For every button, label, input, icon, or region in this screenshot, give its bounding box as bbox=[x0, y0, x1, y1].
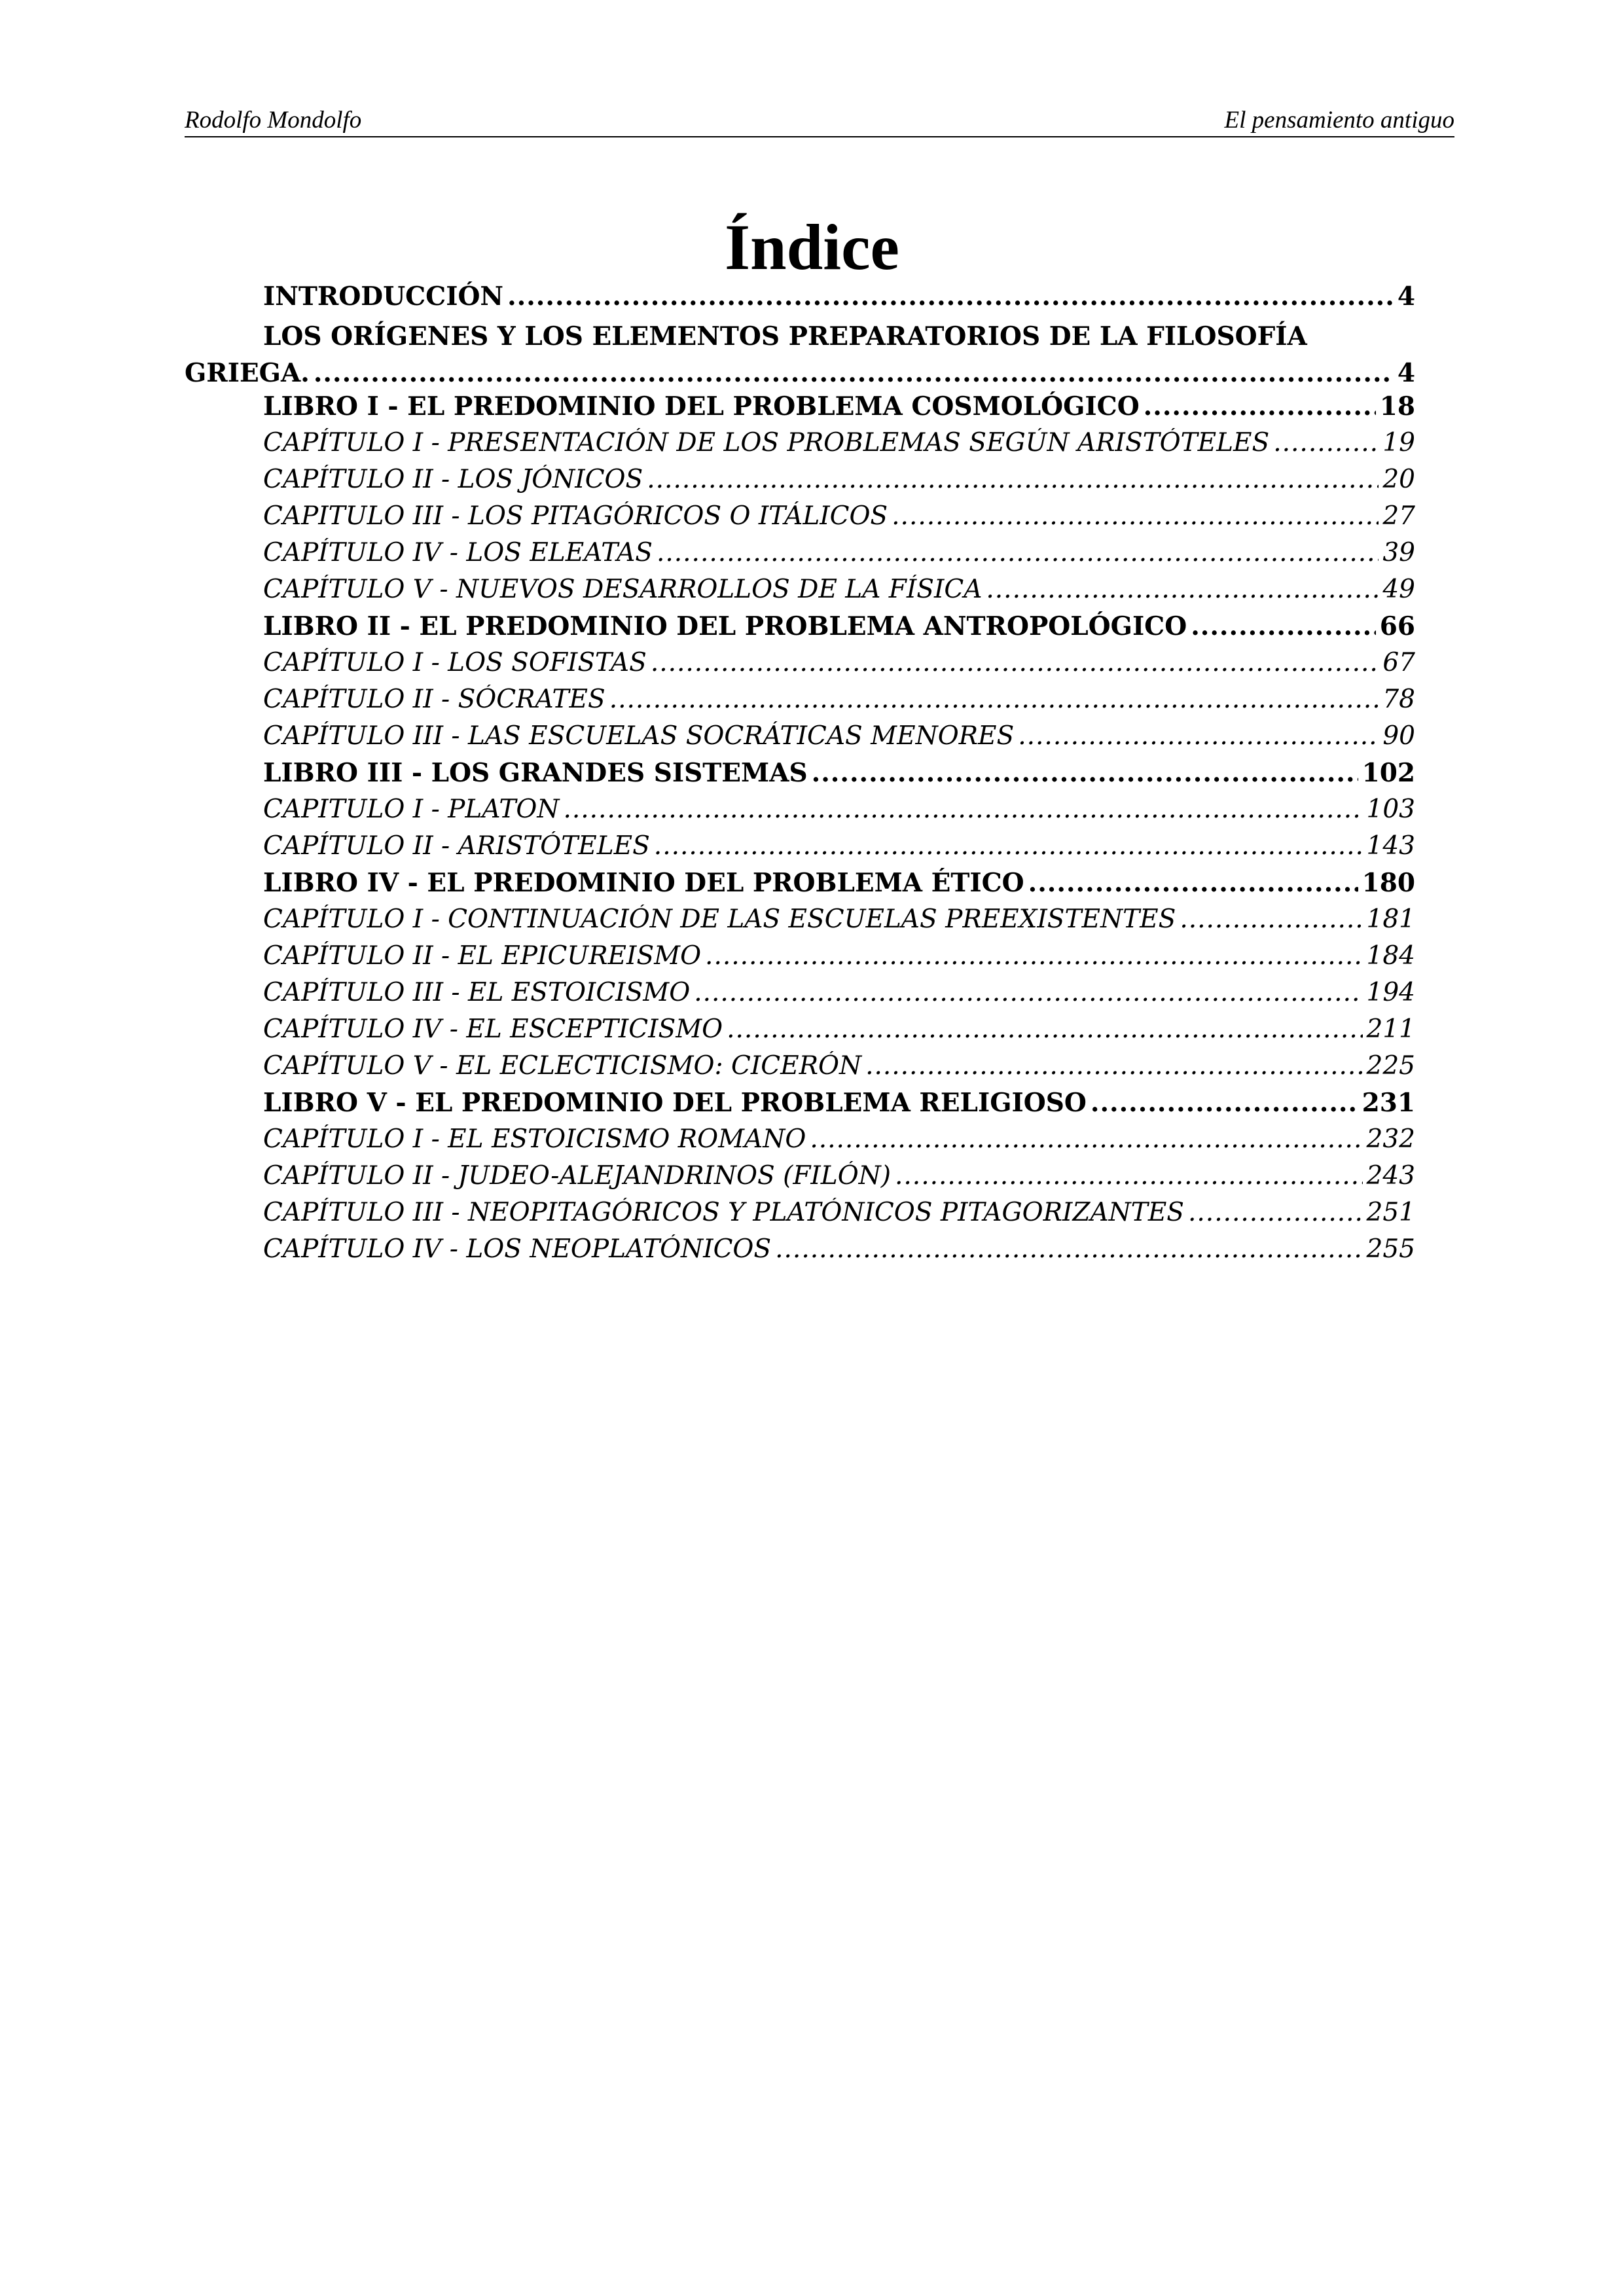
toc-entry-page: 102 bbox=[1362, 758, 1415, 788]
toc-entry-label: CAPÍTULO IV - EL ESCEPTICISMO bbox=[263, 1014, 723, 1044]
toc-entry-label: CAPÍTULO I - PRESENTACIÓN DE LOS PROBLEMAS SEGÚN ARISTÓTELES bbox=[263, 428, 1270, 457]
toc-entry-label: LIBRO II - EL PREDOMINIO DEL PROBLEMA ANTROPOLÓGICO bbox=[263, 611, 1187, 641]
toc-dot-leader bbox=[694, 978, 1362, 1007]
toc-dot-leader bbox=[865, 1051, 1362, 1081]
toc-entry-page: 103 bbox=[1366, 795, 1415, 824]
toc-entry-label: LIBRO III - LOS GRANDES SISTEMAS bbox=[263, 758, 808, 788]
toc-entry-page: 90 bbox=[1382, 721, 1415, 751]
toc-entry[interactable] bbox=[185, 905, 1415, 941]
toc-entry[interactable] bbox=[185, 758, 1415, 795]
toc-entry[interactable] bbox=[185, 465, 1415, 501]
toc-dot-leader bbox=[563, 795, 1362, 824]
toc-entry-page: 67 bbox=[1382, 648, 1415, 677]
toc-entry-page: 181 bbox=[1366, 905, 1415, 934]
toc-entry-label-line1: LOS ORÍGENES Y LOS ELEMENTOS PREPARATORIOS DE LA FILOSOFÍA bbox=[263, 321, 1307, 351]
toc-entry[interactable] bbox=[185, 391, 1415, 428]
toc-dot-leader bbox=[812, 758, 1358, 788]
toc-entry-label: CAPÍTULO II - LOS JÓNICOS bbox=[263, 465, 643, 494]
toc-entry[interactable] bbox=[185, 1014, 1415, 1051]
toc-entry[interactable] bbox=[185, 648, 1415, 685]
toc-entry[interactable] bbox=[185, 831, 1415, 868]
toc-entry-label: CAPÍTULO II - EL EPICUREISMO bbox=[263, 941, 702, 971]
toc-entry-page: 225 bbox=[1366, 1051, 1415, 1081]
toc-entry[interactable] bbox=[185, 428, 1415, 465]
toc-entry-page: 27 bbox=[1382, 501, 1415, 531]
toc-entry-page: 180 bbox=[1362, 868, 1415, 898]
toc-entry-label: CAPÍTULO V - NUEVOS DESARROLLOS DE LA FÍSICA bbox=[263, 575, 983, 604]
toc-entry-label: CAPÍTULO III - EL ESTOICISMO bbox=[263, 978, 691, 1007]
toc-entry-label: CAPÍTULO II - ARISTÓTELES bbox=[263, 831, 650, 861]
toc-entry[interactable] bbox=[185, 721, 1415, 758]
toc-dot-leader bbox=[1091, 1088, 1358, 1118]
toc-dot-leader bbox=[647, 465, 1379, 494]
toc-entry[interactable] bbox=[185, 538, 1415, 575]
toc-entry-page: 20 bbox=[1382, 465, 1415, 494]
toc-entry-page: 143 bbox=[1366, 831, 1415, 861]
toc-entry[interactable] bbox=[185, 685, 1415, 721]
toc-entry-page: 19 bbox=[1382, 428, 1415, 457]
toc-entry-label: CAPÍTULO IV - LOS NEOPLATÓNICOS bbox=[263, 1234, 772, 1264]
toc-dot-leader bbox=[507, 281, 1394, 312]
toc-entry[interactable] bbox=[185, 575, 1415, 611]
toc-entry-page: 49 bbox=[1382, 575, 1415, 604]
toc-entry[interactable] bbox=[185, 1088, 1415, 1124]
toc-entry[interactable] bbox=[185, 1124, 1415, 1161]
toc-entry-page: 18 bbox=[1379, 391, 1415, 422]
toc-entry-label: CAPÍTULO I - CONTINUACIÓN DE LAS ESCUELAS PREEXISTENTES bbox=[263, 905, 1176, 934]
toc-entry[interactable] bbox=[185, 978, 1415, 1014]
toc-entry-page: 251 bbox=[1366, 1198, 1415, 1227]
toc-entry[interactable] bbox=[185, 501, 1415, 538]
toc-entry[interactable] bbox=[185, 1051, 1415, 1088]
toc-entry-page: 78 bbox=[1382, 685, 1415, 714]
toc-entry-label: CAPÍTULO IV - LOS ELEATAS bbox=[263, 538, 653, 567]
toc-dot-leader bbox=[1191, 611, 1376, 641]
toc-entry-label: LIBRO V - EL PREDOMINIO DEL PROBLEMA RELIGIOSO bbox=[263, 1088, 1087, 1118]
toc-dot-leader bbox=[1018, 721, 1379, 751]
toc-dot-leader bbox=[1188, 1198, 1363, 1227]
page-header bbox=[185, 103, 1454, 137]
toc-entry-label: CAPÍTULO II - JUDEO-ALEJANDRINOS (FILÓN) bbox=[263, 1161, 892, 1191]
toc-entry-page: 255 bbox=[1366, 1234, 1415, 1264]
header-book-title: El pensamiento antiguo bbox=[1224, 107, 1454, 134]
toc-entry-label: LIBRO I - EL PREDOMINIO DEL PROBLEMA COSMOLÓGICO bbox=[263, 391, 1140, 422]
toc-dot-leader bbox=[1273, 428, 1379, 457]
toc-entry-label: CAPÍTULO III - LAS ESCUELAS SOCRÁTICAS MENORES bbox=[263, 721, 1015, 751]
toc-entry-page: 4 bbox=[1397, 358, 1415, 388]
table-of-contents bbox=[185, 281, 1415, 1271]
toc-dot-leader bbox=[892, 501, 1379, 531]
toc-entry-page: 231 bbox=[1362, 1088, 1415, 1118]
header-author: Rodolfo Mondolfo bbox=[185, 107, 362, 134]
toc-entry-page: 66 bbox=[1379, 611, 1415, 641]
toc-dot-leader bbox=[727, 1014, 1362, 1044]
toc-dot-leader bbox=[1180, 905, 1362, 934]
toc-entry-page: 194 bbox=[1366, 978, 1415, 1007]
toc-entry-page: 232 bbox=[1366, 1124, 1415, 1154]
toc-entry-label: LIBRO IV - EL PREDOMINIO DEL PROBLEMA ÉTICO bbox=[263, 868, 1024, 898]
page-title: Índice bbox=[725, 211, 899, 283]
toc-dot-leader bbox=[895, 1161, 1363, 1191]
toc-entry-page: 184 bbox=[1366, 941, 1415, 971]
toc-entry[interactable] bbox=[185, 1198, 1415, 1234]
toc-dot-leader bbox=[1028, 868, 1358, 898]
toc-entry-label: CAPÍTULO III - NEOPITAGÓRICOS Y PLATÓNICOS PITAGORIZANTES bbox=[263, 1198, 1185, 1227]
toc-entry-label: CAPÍTULO I - LOS SOFISTAS bbox=[263, 648, 647, 677]
toc-entry-label-line2: GRIEGA. bbox=[185, 358, 310, 388]
toc-entry[interactable] bbox=[185, 1234, 1415, 1271]
toc-entry-list bbox=[185, 391, 1415, 1271]
toc-entry-origins[interactable] bbox=[185, 318, 1415, 391]
toc-dot-leader bbox=[651, 648, 1379, 677]
toc-entry-introduction[interactable] bbox=[185, 281, 1415, 318]
toc-entry-page: 39 bbox=[1382, 538, 1415, 567]
toc-entry[interactable] bbox=[185, 868, 1415, 905]
toc-dot-leader bbox=[986, 575, 1379, 604]
toc-dot-leader bbox=[705, 941, 1363, 971]
toc-dot-leader bbox=[654, 831, 1363, 861]
toc-entry-label: CAPÍTULO V - EL ECLECTICISMO: CICERÓN bbox=[263, 1051, 862, 1081]
toc-entry[interactable] bbox=[185, 611, 1415, 648]
toc-entry[interactable] bbox=[185, 795, 1415, 831]
toc-dot-leader bbox=[609, 685, 1379, 714]
toc-entry-label: INTRODUCCIÓN bbox=[263, 281, 504, 312]
toc-entry-label: CAPITULO III - LOS PITAGÓRICOS O ITÁLICOS bbox=[263, 501, 888, 531]
toc-entry-line2 bbox=[185, 355, 1415, 391]
toc-entry-page: 211 bbox=[1366, 1014, 1415, 1044]
toc-entry-page: 4 bbox=[1397, 281, 1415, 312]
toc-entry[interactable] bbox=[185, 941, 1415, 978]
toc-entry-label: CAPÍTULO I - EL ESTOICISMO ROMANO bbox=[263, 1124, 806, 1154]
toc-entry[interactable] bbox=[185, 1161, 1415, 1198]
toc-entry-page: 243 bbox=[1366, 1161, 1415, 1191]
toc-dot-leader bbox=[775, 1234, 1362, 1264]
toc-dot-leader bbox=[314, 355, 1394, 391]
toc-dot-leader bbox=[657, 538, 1379, 567]
toc-dot-leader bbox=[1144, 391, 1376, 422]
toc-entry-label: CAPÍTULO II - SÓCRATES bbox=[263, 685, 605, 714]
toc-entry-label: CAPITULO I - PLATON bbox=[263, 795, 560, 824]
toc-dot-leader bbox=[810, 1124, 1362, 1154]
